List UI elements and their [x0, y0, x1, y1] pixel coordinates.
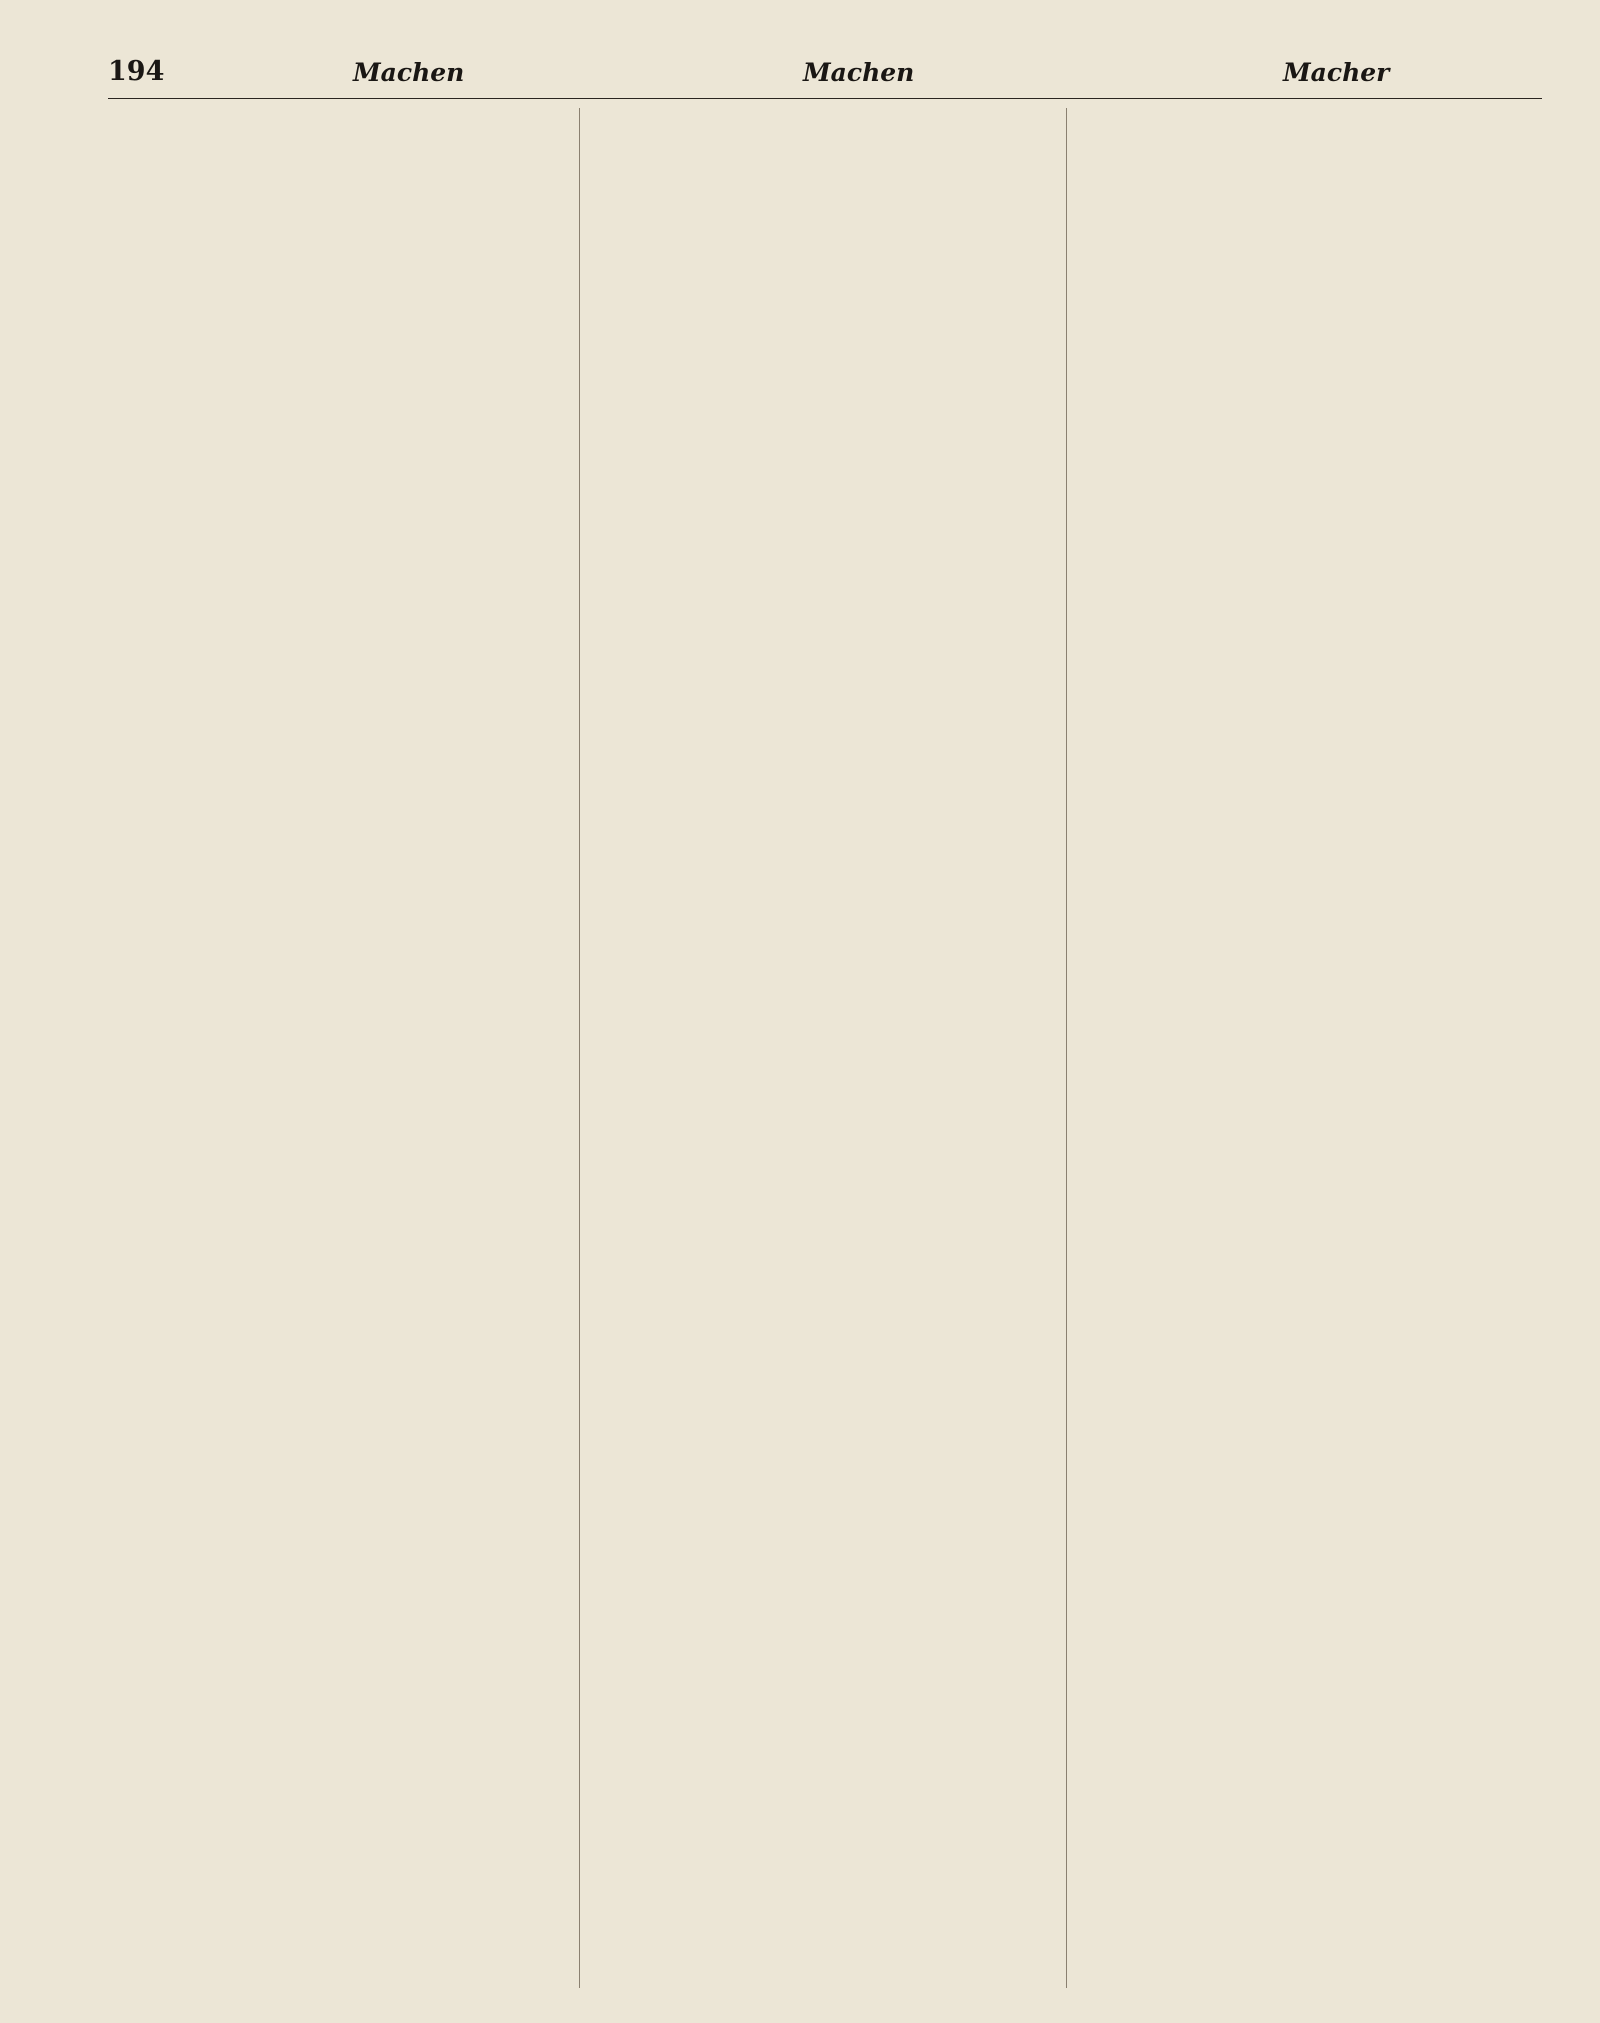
page-header: [108, 56, 1542, 108]
column-middle: [594, 108, 1066, 1988]
column-left: [108, 108, 580, 1988]
column-right: [1081, 108, 1542, 1988]
running-head-right: Macher: [1283, 58, 1390, 87]
header-rule: [108, 98, 1542, 99]
text-columns: [108, 108, 1542, 1988]
page-number: 194: [108, 56, 165, 87]
running-head-left: Machen: [353, 58, 465, 87]
running-head-center: Machen: [803, 58, 915, 87]
